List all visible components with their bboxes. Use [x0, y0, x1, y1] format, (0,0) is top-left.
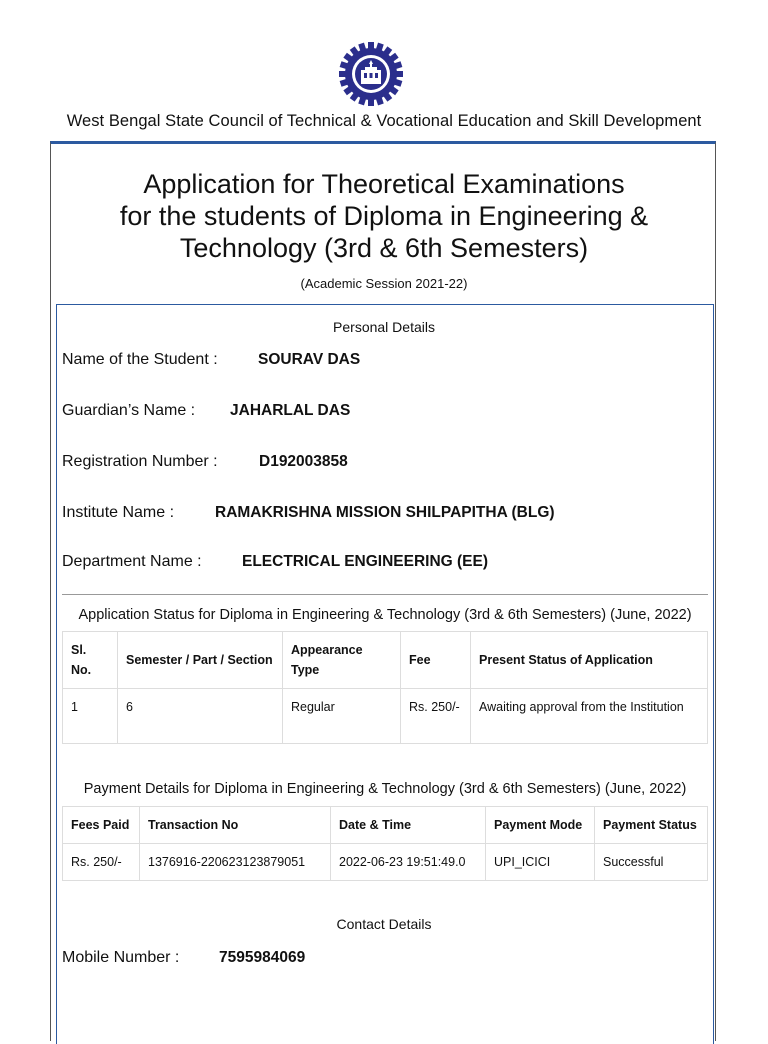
- header-appearance-type: Appearance Type: [283, 632, 401, 689]
- payment-details-table: [62, 806, 708, 881]
- table-header-row: [63, 807, 708, 844]
- cell-payment-mode: UPI_ICICI: [486, 844, 595, 881]
- table-row: [63, 844, 708, 881]
- guardian-name-field: [62, 402, 350, 420]
- header-sl-no: Sl. No.: [63, 632, 118, 689]
- header-fees-paid: Fees Paid: [63, 807, 140, 844]
- table-row: [63, 689, 708, 744]
- application-status-table: [62, 631, 708, 744]
- title-line-1: Application for Theoretical Examinations: [143, 169, 625, 199]
- personal-details-heading: Personal Details: [333, 319, 435, 335]
- registration-number-field: [62, 453, 348, 471]
- registration-number-value: D192003858: [259, 453, 348, 470]
- cell-payment-status: Successful: [595, 844, 708, 881]
- department-name-value: ELECTRICAL ENGINEERING (EE): [242, 553, 489, 570]
- council-name: West Bengal State Council of Technical & Vocational Education and Skill Development: [66, 112, 702, 130]
- student-name-value: SOURAV DAS: [258, 351, 361, 368]
- institute-name-field: [62, 504, 555, 522]
- title-line-3: Technology (3rd & 6th Semesters): [179, 233, 589, 263]
- header-payment-status: Payment Status: [595, 807, 708, 844]
- guardian-name-label: Guardian’s Name :: [62, 402, 196, 419]
- department-name-label: Department Name :: [62, 553, 202, 570]
- page-title: [0, 168, 768, 264]
- cell-fee: Rs. 250/-: [401, 689, 471, 744]
- header-transaction-no: Transaction No: [140, 807, 331, 844]
- institute-name-label: Institute Name :: [62, 504, 175, 521]
- student-name-label: Name of the Student :: [62, 351, 218, 368]
- header-payment-mode: Payment Mode: [486, 807, 595, 844]
- cell-sl-no: 1: [63, 689, 118, 744]
- academic-session: (Academic Session 2021-22): [300, 276, 468, 291]
- department-name-field: [62, 553, 488, 571]
- mobile-number-value: 7595984069: [219, 949, 306, 966]
- title-line-2: for the students of Diploma in Engineering &: [119, 201, 649, 231]
- student-name-field: [62, 351, 360, 369]
- institute-name-value: RAMAKRISHNA MISSION SHILPAPITHA (BLG): [215, 504, 555, 521]
- cell-fees-paid: Rs. 250/-: [63, 844, 140, 881]
- cell-present-status: Awaiting approval from the Institution: [471, 689, 708, 744]
- header-fee: Fee: [401, 632, 471, 689]
- guardian-name-value: JAHARLAL DAS: [230, 402, 351, 419]
- cell-date-time: 2022-06-23 19:51:49.0: [331, 844, 486, 881]
- registration-number-label: Registration Number :: [62, 453, 218, 470]
- council-emblem-icon: [337, 40, 405, 108]
- header-present-status: Present Status of Application: [471, 632, 708, 689]
- application-status-caption: Application Status for Diploma in Engineering & Technology (3rd & 6th Semesters) (June, 2022): [78, 607, 692, 623]
- header-date-time: Date & Time: [331, 807, 486, 844]
- cell-semester: 6: [118, 689, 283, 744]
- mobile-number-field: [62, 949, 305, 967]
- cell-transaction-no: 1376916-220623123879051: [140, 844, 331, 881]
- section-divider: [62, 594, 708, 595]
- table-header-row: [63, 632, 708, 689]
- payment-details-caption: Payment Details for Diploma in Engineering & Technology (3rd & 6th Semesters) (June, 2022): [83, 781, 687, 797]
- mobile-number-label: Mobile Number :: [62, 949, 180, 966]
- contact-details-heading: Contact Details: [336, 916, 432, 932]
- header-semester: Semester / Part / Section: [118, 632, 283, 689]
- cell-appearance-type: Regular: [283, 689, 401, 744]
